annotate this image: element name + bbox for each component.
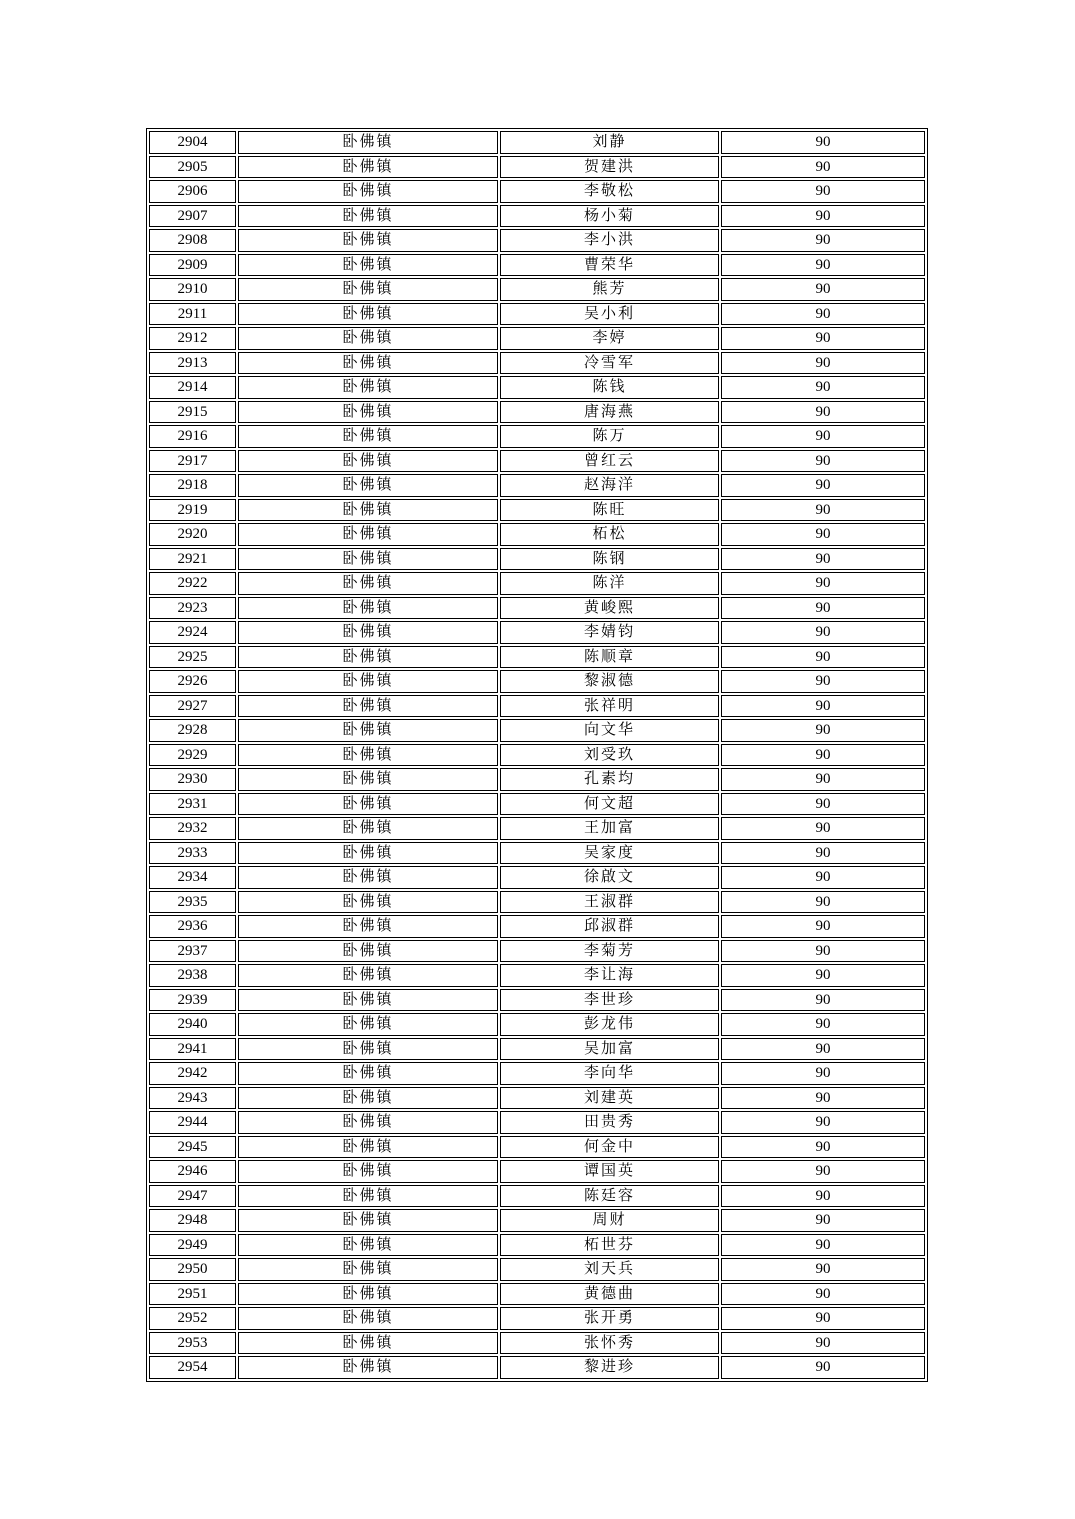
town-cell: 卧佛镇 (238, 1185, 498, 1208)
town-cell: 卧佛镇 (238, 572, 498, 595)
town-cell: 卧佛镇 (238, 1038, 498, 1061)
table-row (149, 327, 925, 350)
name-cell: 田贵秀 (500, 1111, 719, 1134)
score-cell: 90 (721, 597, 925, 620)
name-cell: 熊芳 (500, 278, 719, 301)
town-cell: 卧佛镇 (238, 1013, 498, 1036)
serial-cell: 2924 (149, 621, 236, 644)
score-cell: 90 (721, 768, 925, 791)
table-row (149, 866, 925, 889)
table-row (149, 940, 925, 963)
table-row (149, 842, 925, 865)
table-row (149, 1332, 925, 1355)
name-cell: 陈钱 (500, 376, 719, 399)
name-cell: 吴小利 (500, 303, 719, 326)
town-cell: 卧佛镇 (238, 1087, 498, 1110)
town-cell: 卧佛镇 (238, 1258, 498, 1281)
score-cell: 90 (721, 229, 925, 252)
serial-cell: 2914 (149, 376, 236, 399)
table-row (149, 817, 925, 840)
serial-cell: 2954 (149, 1356, 236, 1379)
name-cell: 刘受玖 (500, 744, 719, 767)
serial-cell: 2926 (149, 670, 236, 693)
score-cell: 90 (721, 1185, 925, 1208)
table-row (149, 572, 925, 595)
name-cell: 吴加富 (500, 1038, 719, 1061)
town-cell: 卧佛镇 (238, 793, 498, 816)
name-cell: 陈旺 (500, 499, 719, 522)
town-cell: 卧佛镇 (238, 1160, 498, 1183)
table-row (149, 523, 925, 546)
name-cell: 黄德曲 (500, 1283, 719, 1306)
score-cell: 90 (721, 1111, 925, 1134)
town-cell: 卧佛镇 (238, 989, 498, 1012)
name-cell: 陈顺章 (500, 646, 719, 669)
score-cell: 90 (721, 621, 925, 644)
serial-cell: 2935 (149, 891, 236, 914)
score-cell: 90 (721, 1307, 925, 1330)
name-cell: 黄峻熙 (500, 597, 719, 620)
roster-table-body (149, 131, 925, 1379)
serial-cell: 2947 (149, 1185, 236, 1208)
table-row (149, 1258, 925, 1281)
town-cell: 卧佛镇 (238, 229, 498, 252)
town-cell: 卧佛镇 (238, 1283, 498, 1306)
score-cell: 90 (721, 131, 925, 154)
score-cell: 90 (721, 1332, 925, 1355)
name-cell: 冷雪军 (500, 352, 719, 375)
serial-cell: 2916 (149, 425, 236, 448)
table-row (149, 401, 925, 424)
town-cell: 卧佛镇 (238, 817, 498, 840)
name-cell: 李向华 (500, 1062, 719, 1085)
serial-cell: 2907 (149, 205, 236, 228)
score-cell: 90 (721, 1038, 925, 1061)
name-cell: 曾红云 (500, 450, 719, 473)
name-cell: 李小洪 (500, 229, 719, 252)
table-row (149, 793, 925, 816)
serial-cell: 2928 (149, 719, 236, 742)
score-cell: 90 (721, 670, 925, 693)
town-cell: 卧佛镇 (238, 156, 498, 179)
score-cell: 90 (721, 450, 925, 473)
score-cell: 90 (721, 1356, 925, 1379)
town-cell: 卧佛镇 (238, 278, 498, 301)
roster-table-container (146, 128, 928, 1382)
name-cell: 张开勇 (500, 1307, 719, 1330)
score-cell: 90 (721, 205, 925, 228)
town-cell: 卧佛镇 (238, 376, 498, 399)
serial-cell: 2949 (149, 1234, 236, 1257)
serial-cell: 2948 (149, 1209, 236, 1232)
serial-cell: 2925 (149, 646, 236, 669)
score-cell: 90 (721, 964, 925, 987)
name-cell: 李让海 (500, 964, 719, 987)
table-row (149, 915, 925, 938)
town-cell: 卧佛镇 (238, 1332, 498, 1355)
table-row (149, 205, 925, 228)
table-row (149, 180, 925, 203)
name-cell: 李婷 (500, 327, 719, 350)
score-cell: 90 (721, 254, 925, 277)
name-cell: 何金中 (500, 1136, 719, 1159)
serial-cell: 2943 (149, 1087, 236, 1110)
table-row (149, 1209, 925, 1232)
name-cell: 何文超 (500, 793, 719, 816)
roster-table (146, 128, 928, 1382)
serial-cell: 2929 (149, 744, 236, 767)
serial-cell: 2951 (149, 1283, 236, 1306)
town-cell: 卧佛镇 (238, 131, 498, 154)
town-cell: 卧佛镇 (238, 474, 498, 497)
table-row (149, 425, 925, 448)
town-cell: 卧佛镇 (238, 303, 498, 326)
table-row (149, 1062, 925, 1085)
score-cell: 90 (721, 719, 925, 742)
table-row (149, 499, 925, 522)
score-cell: 90 (721, 499, 925, 522)
serial-cell: 2912 (149, 327, 236, 350)
name-cell: 黎进珍 (500, 1356, 719, 1379)
name-cell: 刘静 (500, 131, 719, 154)
serial-cell: 2940 (149, 1013, 236, 1036)
serial-cell: 2950 (149, 1258, 236, 1281)
table-row (149, 744, 925, 767)
serial-cell: 2909 (149, 254, 236, 277)
score-cell: 90 (721, 156, 925, 179)
town-cell: 卧佛镇 (238, 646, 498, 669)
town-cell: 卧佛镇 (238, 695, 498, 718)
table-row (149, 1038, 925, 1061)
town-cell: 卧佛镇 (238, 425, 498, 448)
name-cell: 柘世芬 (500, 1234, 719, 1257)
name-cell: 向文华 (500, 719, 719, 742)
serial-cell: 2932 (149, 817, 236, 840)
table-row (149, 376, 925, 399)
town-cell: 卧佛镇 (238, 891, 498, 914)
name-cell: 王加富 (500, 817, 719, 840)
town-cell: 卧佛镇 (238, 1234, 498, 1257)
score-cell: 90 (721, 376, 925, 399)
table-row (149, 1356, 925, 1379)
name-cell: 刘建英 (500, 1087, 719, 1110)
table-row (149, 1185, 925, 1208)
serial-cell: 2918 (149, 474, 236, 497)
name-cell: 柘松 (500, 523, 719, 546)
serial-cell: 2917 (149, 450, 236, 473)
serial-cell: 2923 (149, 597, 236, 620)
table-row (149, 254, 925, 277)
serial-cell: 2906 (149, 180, 236, 203)
town-cell: 卧佛镇 (238, 1307, 498, 1330)
score-cell: 90 (721, 1013, 925, 1036)
table-row (149, 719, 925, 742)
name-cell: 杨小菊 (500, 205, 719, 228)
score-cell: 90 (721, 915, 925, 938)
score-cell: 90 (721, 1062, 925, 1085)
score-cell: 90 (721, 1234, 925, 1257)
name-cell: 周财 (500, 1209, 719, 1232)
town-cell: 卧佛镇 (238, 523, 498, 546)
serial-cell: 2922 (149, 572, 236, 595)
name-cell: 曹荣华 (500, 254, 719, 277)
table-row (149, 1111, 925, 1134)
table-row (149, 131, 925, 154)
town-cell: 卧佛镇 (238, 180, 498, 203)
serial-cell: 2908 (149, 229, 236, 252)
table-row (149, 646, 925, 669)
name-cell: 黎淑德 (500, 670, 719, 693)
town-cell: 卧佛镇 (238, 744, 498, 767)
town-cell: 卧佛镇 (238, 670, 498, 693)
town-cell: 卧佛镇 (238, 499, 498, 522)
town-cell: 卧佛镇 (238, 1209, 498, 1232)
score-cell: 90 (721, 1209, 925, 1232)
serial-cell: 2953 (149, 1332, 236, 1355)
table-row (149, 891, 925, 914)
town-cell: 卧佛镇 (238, 352, 498, 375)
town-cell: 卧佛镇 (238, 940, 498, 963)
name-cell: 李世珍 (500, 989, 719, 1012)
score-cell: 90 (721, 744, 925, 767)
serial-cell: 2910 (149, 278, 236, 301)
score-cell: 90 (721, 793, 925, 816)
score-cell: 90 (721, 327, 925, 350)
score-cell: 90 (721, 1136, 925, 1159)
name-cell: 陈万 (500, 425, 719, 448)
score-cell: 90 (721, 842, 925, 865)
town-cell: 卧佛镇 (238, 964, 498, 987)
serial-cell: 2937 (149, 940, 236, 963)
score-cell: 90 (721, 989, 925, 1012)
table-row (149, 1234, 925, 1257)
name-cell: 陈廷容 (500, 1185, 719, 1208)
serial-cell: 2930 (149, 768, 236, 791)
table-row (149, 989, 925, 1012)
score-cell: 90 (721, 817, 925, 840)
town-cell: 卧佛镇 (238, 1136, 498, 1159)
table-row (149, 670, 925, 693)
serial-cell: 2915 (149, 401, 236, 424)
score-cell: 90 (721, 278, 925, 301)
name-cell: 贺建洪 (500, 156, 719, 179)
name-cell: 李敬松 (500, 180, 719, 203)
serial-cell: 2919 (149, 499, 236, 522)
town-cell: 卧佛镇 (238, 719, 498, 742)
table-row (149, 1087, 925, 1110)
score-cell: 90 (721, 572, 925, 595)
serial-cell: 2905 (149, 156, 236, 179)
score-cell: 90 (721, 646, 925, 669)
town-cell: 卧佛镇 (238, 548, 498, 571)
table-row (149, 1160, 925, 1183)
name-cell: 邱淑群 (500, 915, 719, 938)
town-cell: 卧佛镇 (238, 866, 498, 889)
serial-cell: 2927 (149, 695, 236, 718)
name-cell: 彭龙伟 (500, 1013, 719, 1036)
serial-cell: 2941 (149, 1038, 236, 1061)
town-cell: 卧佛镇 (238, 450, 498, 473)
score-cell: 90 (721, 523, 925, 546)
table-row (149, 352, 925, 375)
table-row (149, 768, 925, 791)
town-cell: 卧佛镇 (238, 1356, 498, 1379)
town-cell: 卧佛镇 (238, 597, 498, 620)
serial-cell: 2904 (149, 131, 236, 154)
town-cell: 卧佛镇 (238, 1062, 498, 1085)
score-cell: 90 (721, 425, 925, 448)
table-row (149, 1283, 925, 1306)
town-cell: 卧佛镇 (238, 327, 498, 350)
serial-cell: 2920 (149, 523, 236, 546)
name-cell: 孔素均 (500, 768, 719, 791)
town-cell: 卧佛镇 (238, 842, 498, 865)
table-row (149, 229, 925, 252)
score-cell: 90 (721, 1283, 925, 1306)
serial-cell: 2936 (149, 915, 236, 938)
score-cell: 90 (721, 1258, 925, 1281)
name-cell: 张怀秀 (500, 1332, 719, 1355)
serial-cell: 2944 (149, 1111, 236, 1134)
score-cell: 90 (721, 401, 925, 424)
name-cell: 陈钢 (500, 548, 719, 571)
score-cell: 90 (721, 474, 925, 497)
town-cell: 卧佛镇 (238, 205, 498, 228)
town-cell: 卧佛镇 (238, 768, 498, 791)
serial-cell: 2942 (149, 1062, 236, 1085)
score-cell: 90 (721, 940, 925, 963)
table-row (149, 1013, 925, 1036)
name-cell: 徐啟文 (500, 866, 719, 889)
name-cell: 吴家度 (500, 842, 719, 865)
serial-cell: 2946 (149, 1160, 236, 1183)
serial-cell: 2939 (149, 989, 236, 1012)
name-cell: 陈洋 (500, 572, 719, 595)
serial-cell: 2934 (149, 866, 236, 889)
town-cell: 卧佛镇 (238, 621, 498, 644)
score-cell: 90 (721, 695, 925, 718)
table-row (149, 621, 925, 644)
table-row (149, 303, 925, 326)
name-cell: 赵海洋 (500, 474, 719, 497)
serial-cell: 2933 (149, 842, 236, 865)
serial-cell: 2938 (149, 964, 236, 987)
serial-cell: 2911 (149, 303, 236, 326)
serial-cell: 2952 (149, 1307, 236, 1330)
table-row (149, 1307, 925, 1330)
score-cell: 90 (721, 891, 925, 914)
table-row (149, 278, 925, 301)
town-cell: 卧佛镇 (238, 915, 498, 938)
table-row (149, 597, 925, 620)
score-cell: 90 (721, 1087, 925, 1110)
table-row (149, 156, 925, 179)
name-cell: 刘天兵 (500, 1258, 719, 1281)
score-cell: 90 (721, 303, 925, 326)
town-cell: 卧佛镇 (238, 1111, 498, 1134)
name-cell: 谭国英 (500, 1160, 719, 1183)
town-cell: 卧佛镇 (238, 401, 498, 424)
score-cell: 90 (721, 1160, 925, 1183)
name-cell: 王淑群 (500, 891, 719, 914)
serial-cell: 2931 (149, 793, 236, 816)
name-cell: 李菊芳 (500, 940, 719, 963)
table-row (149, 548, 925, 571)
name-cell: 张祥明 (500, 695, 719, 718)
table-row (149, 474, 925, 497)
score-cell: 90 (721, 180, 925, 203)
table-row (149, 450, 925, 473)
name-cell: 唐海燕 (500, 401, 719, 424)
score-cell: 90 (721, 866, 925, 889)
name-cell: 李婧钧 (500, 621, 719, 644)
serial-cell: 2913 (149, 352, 236, 375)
score-cell: 90 (721, 352, 925, 375)
serial-cell: 2921 (149, 548, 236, 571)
table-row (149, 695, 925, 718)
town-cell: 卧佛镇 (238, 254, 498, 277)
table-row (149, 1136, 925, 1159)
score-cell: 90 (721, 548, 925, 571)
table-row (149, 964, 925, 987)
serial-cell: 2945 (149, 1136, 236, 1159)
